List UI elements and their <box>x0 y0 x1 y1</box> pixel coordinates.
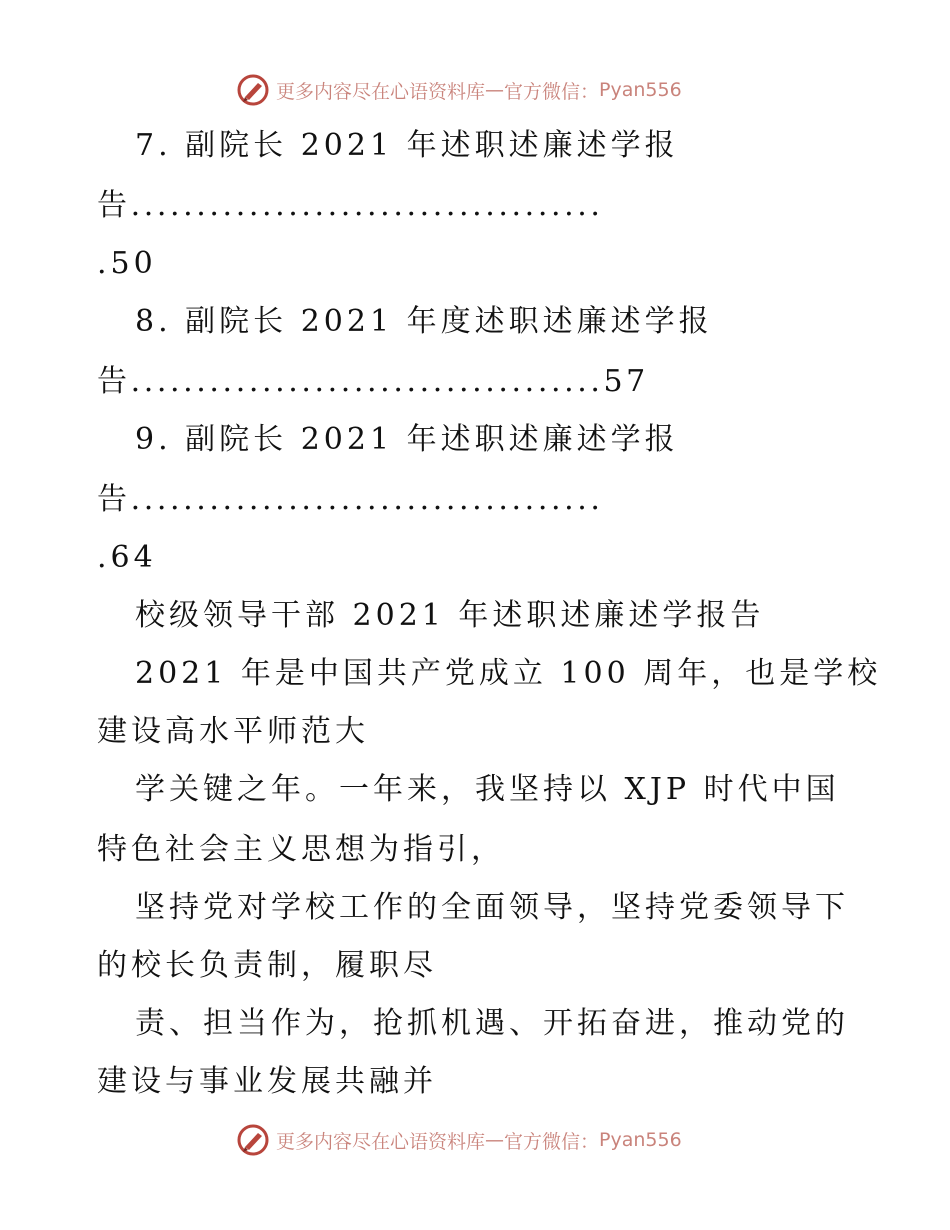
toc-entry-8-title: 8. 副院长 2021 年度述职述廉述学报 <box>135 304 713 339</box>
paragraph-1-line-1: 2021 年是中国共产党成立 100 周年，也是学校 <box>135 656 882 691</box>
pen-logo-icon <box>236 73 270 107</box>
banner-wechat-id: Pyan556 <box>599 1129 682 1151</box>
paragraph-2-line-1: 学关键之年。一年来，我坚持以 XJP 时代中国 <box>135 772 840 807</box>
footer-banner <box>236 1120 682 1160</box>
toc-entry-8-leader: 告....................................57 <box>97 364 649 399</box>
header-banner <box>236 70 682 110</box>
toc-entry-7-title: 7. 副院长 2021 年述职述廉述学报 <box>135 128 679 163</box>
banner-wechat-label: 官方微信： <box>504 80 600 103</box>
toc-entry-9-title: 9. 副院长 2021 年述职述廉述学报 <box>135 422 679 457</box>
banner-separator: — <box>485 1129 505 1151</box>
paragraph-3-line-1: 坚持党对学校工作的全面领导，坚持党委领导下 <box>135 890 849 925</box>
banner-separator: — <box>485 79 505 101</box>
toc-entry-7-leader: 告.................................... <box>97 188 604 223</box>
pen-logo-icon <box>236 1123 270 1157</box>
banner-text: 更多内容尽在心语资料库 <box>276 1130 486 1153</box>
toc-entry-7-page: .50 <box>97 246 157 281</box>
paragraph-4-line-2: 建设与事业发展共融并 <box>97 1064 437 1099</box>
banner-text: 更多内容尽在心语资料库 <box>276 80 486 103</box>
paragraph-3-line-2: 的校长负责制，履职尽 <box>97 948 437 983</box>
paragraph-4-line-1: 责、担当作为，抢抓机遇、开拓奋进，推动党的 <box>135 1006 849 1041</box>
toc-entry-9-page: .64 <box>97 540 157 575</box>
paragraph-2-line-2: 特色社会主义思想为指引， <box>97 832 505 867</box>
toc-entry-9-leader: 告.................................... <box>97 482 604 517</box>
banner-wechat-label: 官方微信： <box>504 1130 600 1153</box>
section-heading: 校级领导干部 2021 年述职述廉述学报告 <box>135 598 765 633</box>
paragraph-1-line-2: 建设高水平师范大 <box>97 714 369 749</box>
banner-wechat-id: Pyan556 <box>599 79 682 101</box>
